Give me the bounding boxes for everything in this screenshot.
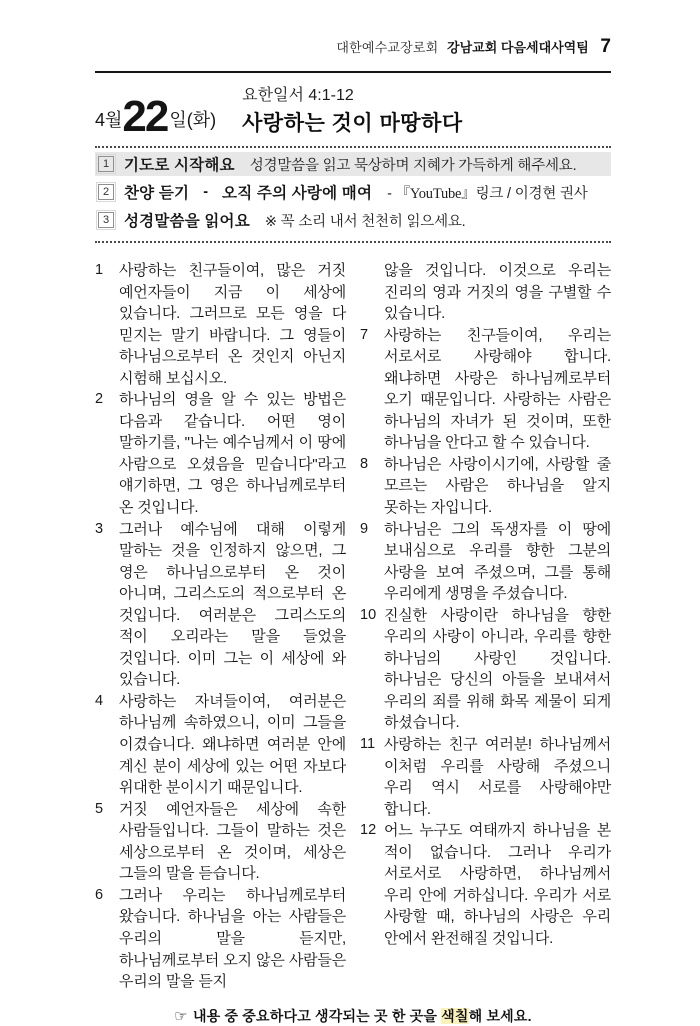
step-number-box: 2 <box>98 184 114 200</box>
steps <box>95 152 611 232</box>
step-label: 찬양 듣기 <box>124 185 190 202</box>
verse-number: 3 <box>95 520 104 537</box>
step-number-box: 3 <box>98 212 114 228</box>
verse <box>360 454 611 519</box>
step-song-title: 오직 주의 사랑에 매여 <box>222 185 373 202</box>
title-block <box>95 82 611 142</box>
verse-number: 9 <box>360 520 369 537</box>
devotion-title: 사랑하는 것이 마땅하다 <box>242 112 463 135</box>
verse-text: 하나님은 그의 독생자를 이 땅에 보내심으로 우리를 향한 그분의 사랑을 보여 주셨으며, 그를 통해 우리에게 생명을 주셨습니다. <box>384 520 611 603</box>
verse <box>360 734 611 820</box>
page-header <box>95 36 611 58</box>
step-label: 기도로 시작해요 <box>124 157 235 174</box>
verse <box>360 605 611 734</box>
verse-number: 12 <box>360 822 377 839</box>
verse-number: 2 <box>95 391 104 408</box>
step-detail-part: 링크 / 이경현 권사 <box>475 185 588 202</box>
verse-number: 8 <box>360 455 369 472</box>
verse-column-2 <box>360 260 611 993</box>
verse-text: 하나님은 사랑이시기에, 사랑할 줄 모르는 사람은 하나님을 알지 못하는 자입니다. <box>384 455 611 517</box>
church-team-label: 강남교회 다음세대사역팀 <box>447 40 589 55</box>
dotted-rule-bottom <box>95 241 611 243</box>
step-number-box: 1 <box>98 156 114 172</box>
footer-text-after: 해 보세요. <box>468 1007 532 1024</box>
step-detail-part: 『YouTube』 <box>395 185 476 202</box>
verse-number: 4 <box>95 692 104 709</box>
verse-text: 어느 누구도 여태까지 하나님을 본 적이 없습니다. 그러나 우리가 서로서로 사랑하면, 하나님께서 우리 안에 거하십니다. 우리가 서로 사랑할 때, 하나님의 사랑은 우리 안에서 완전해질 것입니다. <box>384 822 611 947</box>
verse-text: 그러나 우리는 하나님께로부터 왔습니다. 하나님을 아는 사람들은 우리의 말을 듣지만, 하나님께로부터 오지 않은 사람들은 우리의 말을 듣지 <box>119 886 346 991</box>
pointing-hand-icon: ☞ <box>174 1007 188 1025</box>
step-detail-part: - <box>387 185 396 202</box>
denomination-label: 대한예수교장로회 <box>336 40 439 55</box>
verse <box>95 260 346 389</box>
verse <box>95 389 346 518</box>
verse-text: 않을 것입니다. 이것으로 우리는 진리의 영과 거짓의 영을 구별할 수 있습니다. <box>384 262 611 323</box>
date-day: 22 <box>122 92 168 142</box>
verse <box>95 691 346 799</box>
step-detail <box>387 182 587 203</box>
footer-highlighted-word: 색칠 <box>441 1007 469 1024</box>
verse <box>360 820 611 949</box>
scripture-reference: 요한일서 4:1-12 <box>242 87 354 104</box>
verse-text: 사랑하는 친구들이여, 많은 거짓 예언자들이 지금 이 세상에 있습니다. 그러므로 모든 영을 다 믿지는 말기 바랍니다. 그 영들이 하나님으로부터 온 것인지 아닌지 시험해 보십시오. <box>119 262 346 387</box>
scripture-text <box>95 260 611 993</box>
step-detail-part: ※ 꼭 소리 내서 천천히 읽으세요. <box>264 213 466 230</box>
verse <box>95 799 346 885</box>
verse-text: 사랑하는 자녀들이여, 여러분은 하나님께 속하였으니, 이미 그들을 이겼습니다. 왜냐하면 여러분 안에 계신 분이 세상에 있는 어떤 자보다 위대한 분이시기 때문입니다. <box>119 692 346 797</box>
page-number: 7 <box>600 36 611 57</box>
verse-number: 7 <box>360 326 369 343</box>
verse-text: 사랑하는 친구들이여, 우리는 서로서로 사랑해야 합니다. 왜냐하면 사랑은 하나님께로부터 오기 때문입니다. 사랑하는 사람은 하나님의 자녀가 된 것이며, 또한 하나님을 안다고 할 수 있습니다. <box>384 326 611 452</box>
verse <box>95 885 346 993</box>
step-label: 성경말씀을 읽어요 <box>124 213 250 230</box>
verse <box>95 519 346 691</box>
verse-number: 6 <box>95 886 104 903</box>
step-detail-part: 성경말씀을 읽고 묵상하며 지혜가 가득하게 해주세요. <box>249 157 577 174</box>
date-block <box>95 92 217 142</box>
dotted-rule-top <box>95 146 611 148</box>
verse-number: 10 <box>360 606 377 623</box>
verse-text: 진실한 사랑이란 하나님을 향한 우리의 사랑이 아니라, 우리를 향한 하나님의 사랑인 것입니다. 하나님은 당신의 아들을 보내셔서 우리의 죄를 위해 화목 제물이 되게 하셨습니다. <box>384 606 611 732</box>
verse-text: 사랑하는 친구 여러분! 하나님께서 이처럼 우리를 사랑해 주셨으니 우리 역시 서로를 사랑해야만 합니다. <box>384 736 611 818</box>
verse-text: 하나님의 영을 알 수 있는 방법은 다음과 같습니다. 어떤 영이 말하기를, "나는 예수님께서 이 땅에 사람으로 오셨음을 믿습니다"라고 얘기하면, 그 영은 하나님께로부터 온 것입니다. <box>119 391 346 517</box>
verse-text: 거짓 예언자들은 세상에 속한 사람들입니다. 그들이 말하는 것은 세상으로부터 온 것이며, 세상은 그들의 말을 듣습니다. <box>119 800 346 883</box>
date-month: 4월 <box>95 110 123 130</box>
header-rule <box>95 71 611 73</box>
step-row <box>95 208 611 232</box>
step-detail <box>265 210 466 231</box>
step-row <box>95 152 611 176</box>
verse-number: 5 <box>95 800 104 817</box>
verse-text: 그러나 예수님에 대해 이렇게 말하는 것을 인정하지 않으면, 그 영은 하나님으로부터 온 것이 아니며, 그리스도의 적으로부터 온 것입니다. 여러분은 그리스도의 적이 오리라는 말을 들었을 것입니다. 이미 그는 이 세상에 와 있습니다. <box>119 520 346 689</box>
page-content <box>95 0 611 1026</box>
step-detail <box>250 154 577 175</box>
step-row <box>95 180 611 204</box>
step-separator: - <box>203 184 209 200</box>
passage-block <box>242 82 463 137</box>
verse-column-1 <box>95 260 346 993</box>
verse <box>360 519 611 605</box>
verse <box>360 260 611 325</box>
verse-number <box>360 260 384 325</box>
date-weekday: 일(화) <box>169 110 217 130</box>
verse-number: 11 <box>360 736 376 753</box>
verse <box>360 325 611 454</box>
verse-number: 1 <box>95 262 104 278</box>
footer-instruction <box>95 1006 611 1026</box>
footer-text-before: 내용 중 중요하다고 생각되는 곳 한 곳을 <box>192 1007 442 1024</box>
